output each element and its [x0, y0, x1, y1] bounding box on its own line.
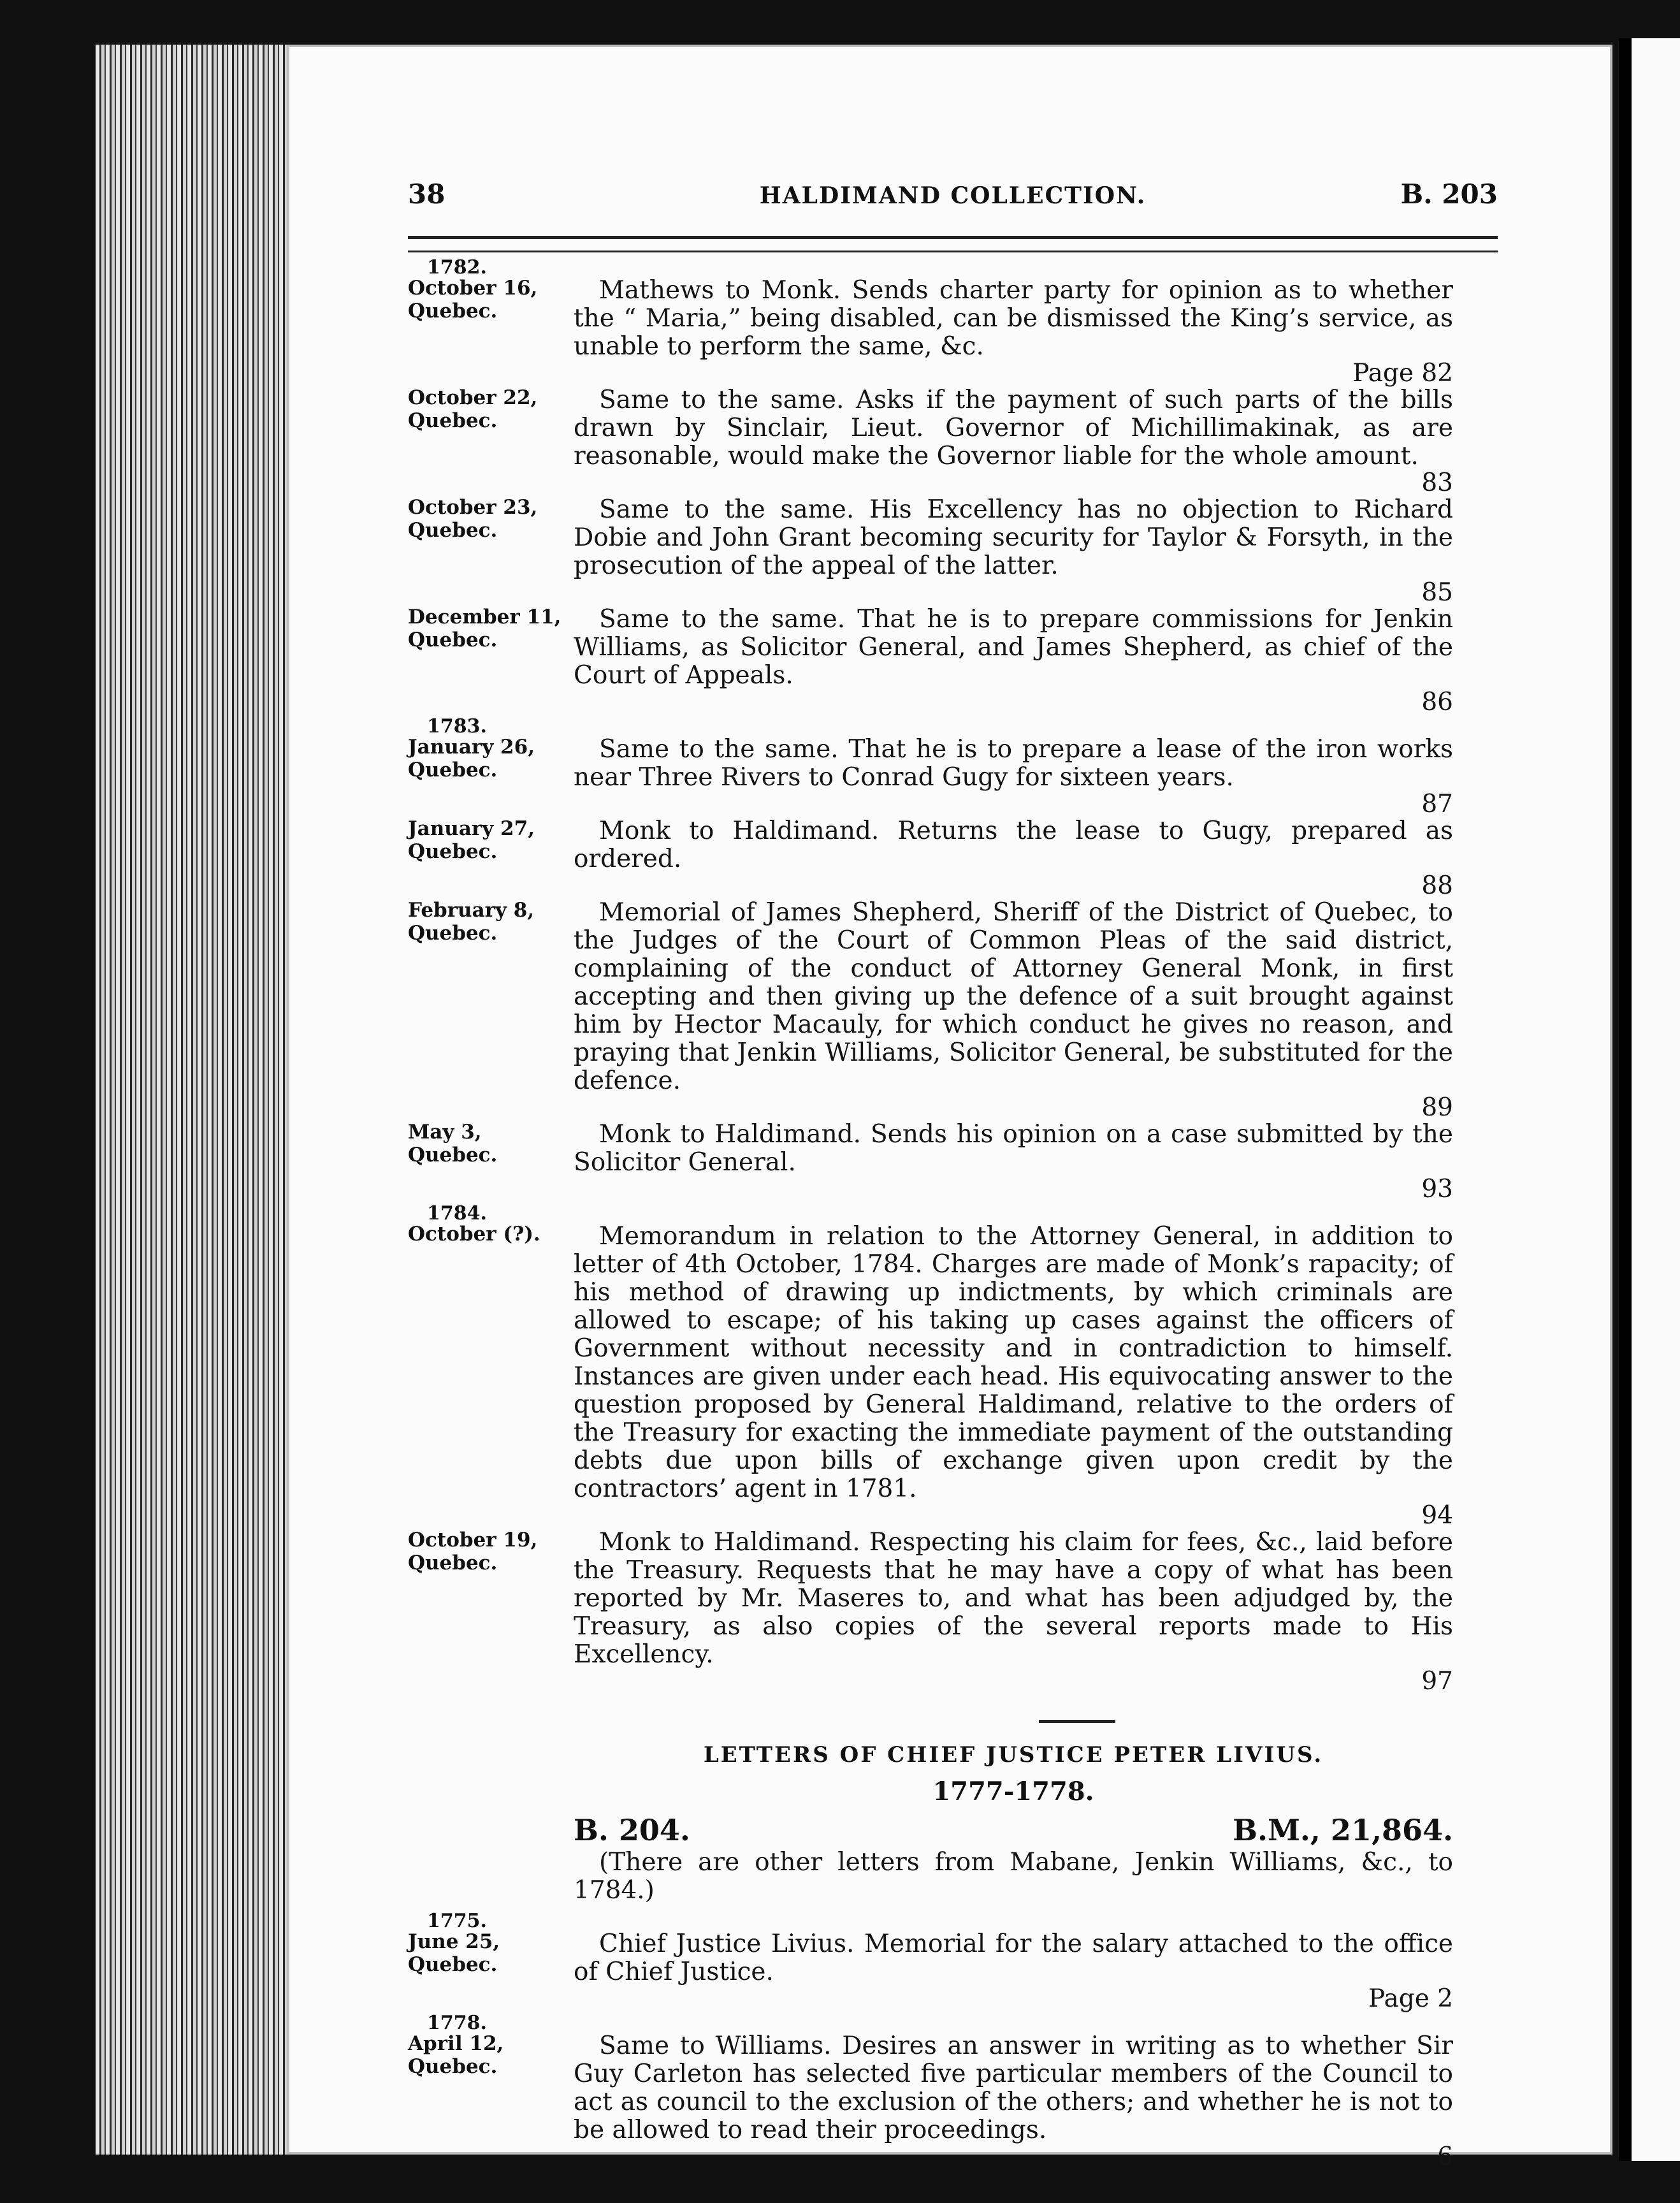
- entry-year: 1782.: [427, 256, 487, 279]
- calendar-entry: [408, 817, 1619, 899]
- entry-text: Chief Justice Livius. Memorial for the salary attached to the office of Chief Justice.: [574, 1930, 1453, 1986]
- entry-date: June 25, Quebec.: [408, 1930, 500, 1976]
- section-note: (There are other letters from Mabane, Jenkin Williams, &c., to 1784.): [574, 1848, 1453, 1905]
- calendar-entry: [408, 1910, 1619, 2012]
- entry-text: Monk to Haldimand. Sends his opinion on a case submitted by the Solicitor General.: [574, 1120, 1453, 1177]
- entry-date: April 12, Quebec.: [408, 2032, 504, 2078]
- entry-text: Memorial of James Shepherd, Sheriff of the District of Quebec, to the Judges of the Court of Common Pleas of the said district, complaining of the conduct of Attorney General Monk, in first accepting and then giving up the defence of a suit brought against him by Hector Macauly, for which conduct he gives no reason, and praying that Jenkin Williams, Solicitor General, be substituted for the defence.: [574, 898, 1453, 1095]
- entry-date: October 19, Quebec.: [408, 1529, 538, 1574]
- entry-page-ref: 6: [1437, 2142, 1453, 2171]
- entry-text: Same to Williams. Desires an answer in writing as to whether Sir Guy Carleton has selected five particular members of the Council to act as council to the exclusion of the others; and whether he is not to be allowed to read their proceedings.: [574, 2032, 1453, 2144]
- volume-right: B.M., 21,864.: [1233, 1813, 1453, 1847]
- entry-text: Same to the same. Asks if the payment of such parts of the bills drawn by Sinclair, Lieut. Governor of Michillimakinak, as are reasonable, would make the Governor liable for the whole amount.: [574, 386, 1453, 470]
- calendar-entry: [408, 606, 1619, 715]
- calendar-entry: [408, 1529, 1619, 1694]
- entry-page-ref: 83: [1421, 469, 1453, 497]
- entry-text: Same to the same. His Excellency has no objection to Richard Dobie and John Grant becoming security for Taylor & Forsyth, in the prosecution of the appeal of the latter.: [574, 495, 1453, 580]
- entry-date: October 23, Quebec.: [408, 496, 538, 542]
- entry-date: May 3, Quebec.: [408, 1121, 498, 1167]
- entry-year: 1783.: [427, 715, 487, 738]
- section-years: 1777-1778.: [932, 1777, 1094, 1807]
- entry-text: Memorandum in relation to the Attorney General, in addition to letter of 4th October, 1784. Charges are made of Monk’s rapacity; of his method of drawing up indictments, by which criminals are allowed to escape; of his taking up cases against the officers of Government without necessity and in contradiction to himself. Instances are given under each head. His equivocating answer to the question proposed by General Haldimand, relative to the orders of the Treasury for exacting the immediate payment of the outstanding debts due upon bills of exchange given upon credit by the contractors’ agent in 1781.: [574, 1222, 1453, 1503]
- volume-references: [574, 1813, 1453, 1849]
- entry-page-ref: 97: [1421, 1667, 1453, 1696]
- book-page: [287, 45, 1612, 2171]
- calendar-entry: [408, 899, 1619, 1121]
- entry-date: January 27, Quebec.: [408, 817, 535, 863]
- entry-text: Same to the same. That he is to prepare commissions for Jenkin Williams, as Solicitor General, and James Shepherd, as chief of the Court of Appeals.: [574, 605, 1453, 690]
- calendar-entry: [408, 496, 1619, 606]
- entry-year: 1775.: [427, 1910, 487, 1932]
- entry-date: October 22, Quebec.: [408, 386, 538, 432]
- entry-page-ref: 93: [1421, 1175, 1453, 1203]
- entry-text: Mathews to Monk. Sends charter party for opinion as to whether the “ Maria,” being disabled, can be dismissed the King’s service, as unable to perform the same, &c.: [574, 276, 1453, 361]
- book-page-edges: [96, 45, 287, 2155]
- calendar-entry: [408, 715, 1619, 817]
- calendar-entry: [408, 256, 1619, 386]
- entry-page-ref: 87: [1421, 790, 1453, 818]
- entry-page-ref: 85: [1421, 578, 1453, 607]
- volume-left: B. 204.: [574, 1813, 690, 1847]
- entry-page-ref: Page 2: [1368, 1984, 1453, 2013]
- section-separator: [1039, 1720, 1115, 1723]
- entry-page-ref: 88: [1421, 871, 1453, 900]
- running-title: HALDIMAND COLLECTION.: [759, 182, 1147, 209]
- calendar-entry: [408, 386, 1619, 496]
- entry-date: December 11, Quebec.: [408, 606, 561, 651]
- calendar-entry: [408, 2012, 1619, 2170]
- running-head: [408, 178, 1498, 217]
- volume-label: B. 203: [1400, 178, 1498, 210]
- entry-date: October 16, Quebec.: [408, 277, 538, 323]
- calendar-entry: [408, 1121, 1619, 1202]
- section-title: LETTERS OF CHIEF JUSTICE PETER LIVIUS.: [703, 1742, 1324, 1768]
- calendar-entry: [408, 1202, 1619, 1529]
- header-rule: [408, 236, 1498, 252]
- calendar-entries: [408, 256, 1619, 2170]
- entry-date: January 26, Quebec.: [408, 736, 535, 782]
- entry-text: Monk to Haldimand. Returns the lease to Gugy, prepared as ordered.: [574, 817, 1453, 873]
- entry-text: Same to the same. That he is to prepare a lease of the iron works near Three Rivers to Conrad Gugy for sixteen years.: [574, 735, 1453, 792]
- entry-date: February 8, Quebec.: [408, 899, 535, 945]
- entry-page-ref: 89: [1421, 1093, 1453, 1122]
- facing-page-edge: [1619, 38, 1680, 2161]
- entry-page-ref: 94: [1421, 1501, 1453, 1530]
- entry-year: 1778.: [427, 2012, 487, 2034]
- entry-text: Monk to Haldimand. Respecting his claim for fees, &c., laid before the Treasury. Requests that he may have a copy of what has been reported by Mr. Maseres to, and what has been adjudged by, the Treasury, as also copies of the several reports made to His Excellency.: [574, 1528, 1453, 1669]
- entry-page-ref: Page 82: [1352, 359, 1453, 388]
- page-number: 38: [408, 178, 445, 210]
- entry-date: October (?).: [408, 1223, 540, 1246]
- entry-year: 1784.: [427, 1202, 487, 1225]
- entry-page-ref: 86: [1421, 688, 1453, 716]
